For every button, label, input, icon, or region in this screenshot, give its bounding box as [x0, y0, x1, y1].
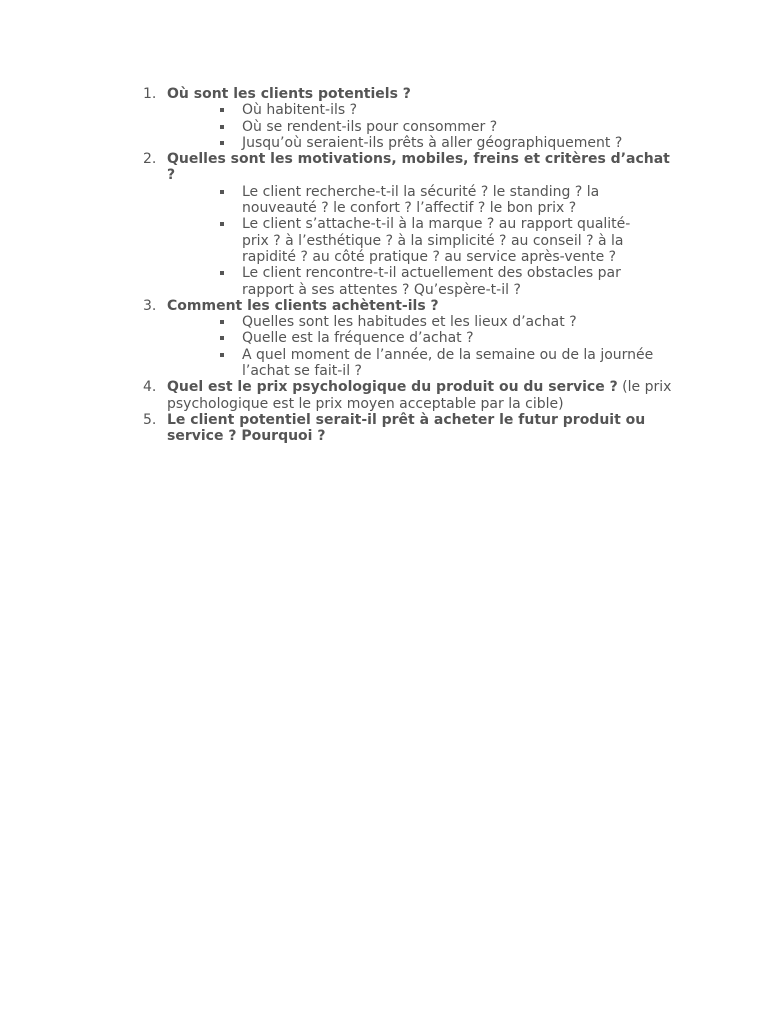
item-number: 5.: [143, 411, 157, 428]
list-item-3: [0, 298, 675, 314]
item-question: Quel est le prix psychologique du produit ou du service ?: [167, 379, 618, 396]
sub-list-1: [0, 102, 768, 151]
square-bullet-icon: [220, 271, 224, 275]
item-question: Le client potentiel serait-il prêt à acheter le futur produit ou service ? Pourquoi ?: [167, 411, 646, 445]
list-item-4: [0, 379, 675, 412]
item-number: 3.: [143, 297, 157, 314]
square-bullet-icon: [220, 336, 224, 340]
sub-list-item: Jusqu’où seraient-ils prêts à aller géographiquement ?: [0, 135, 654, 151]
square-bullet-icon: [220, 125, 224, 129]
item-question: Quelles sont les motivations, mobiles, freins et critères d’achat ?: [167, 151, 670, 184]
sub-list-item: A quel moment de l’année, de la semaine ou de la journée l’achat se fait-il ?: [0, 347, 654, 380]
item-note: (le prix psychologique est le prix moyen acceptable par la cible): [167, 379, 672, 412]
sub-list-item: Où se rendent-ils pour consommer ?: [0, 119, 654, 135]
sub-list-item: Le client recherche-t-il la sécurité ? le standing ? la nouveauté ? le confort ? l’affectif ? le bon prix ?: [0, 184, 654, 217]
square-bullet-icon: [220, 353, 224, 357]
document-page: [0, 86, 768, 445]
square-bullet-icon: [220, 222, 224, 226]
sub-list-item: Le client s’attache-t-il à la marque ? au rapport qualité-prix ? à l’esthétique ? à la simplicité ? au conseil ? à la rapidité ? au côté pratique ? au service après-vente ?: [0, 216, 654, 265]
list-item-5: [0, 412, 675, 445]
item-number: 1.: [143, 86, 157, 102]
list-item-1: [0, 86, 675, 102]
list-item-2: [0, 151, 675, 184]
square-bullet-icon: [220, 141, 224, 145]
item-number: 2.: [143, 151, 157, 168]
sub-list-3: [0, 314, 768, 379]
sub-list-item: Le client rencontre-t-il actuellement des obstacles par rapport à ses attentes ? Qu’espère-t-il ?: [0, 265, 654, 298]
square-bullet-icon: [220, 108, 224, 112]
item-question: Comment les clients achètent-ils ?: [167, 297, 439, 314]
sub-list-2: [0, 184, 768, 298]
item-question: Où sont les clients potentiels ?: [167, 86, 411, 102]
item-text: [167, 379, 675, 412]
sub-list-item: Quelles sont les habitudes et les lieux d’achat ?: [0, 314, 654, 330]
sub-list-item: Quelle est la fréquence d’achat ?: [0, 330, 654, 346]
square-bullet-icon: [220, 320, 224, 324]
item-number: 4.: [143, 379, 157, 396]
square-bullet-icon: [220, 190, 224, 194]
sub-list-item: Où habitent-ils ?: [0, 102, 654, 118]
